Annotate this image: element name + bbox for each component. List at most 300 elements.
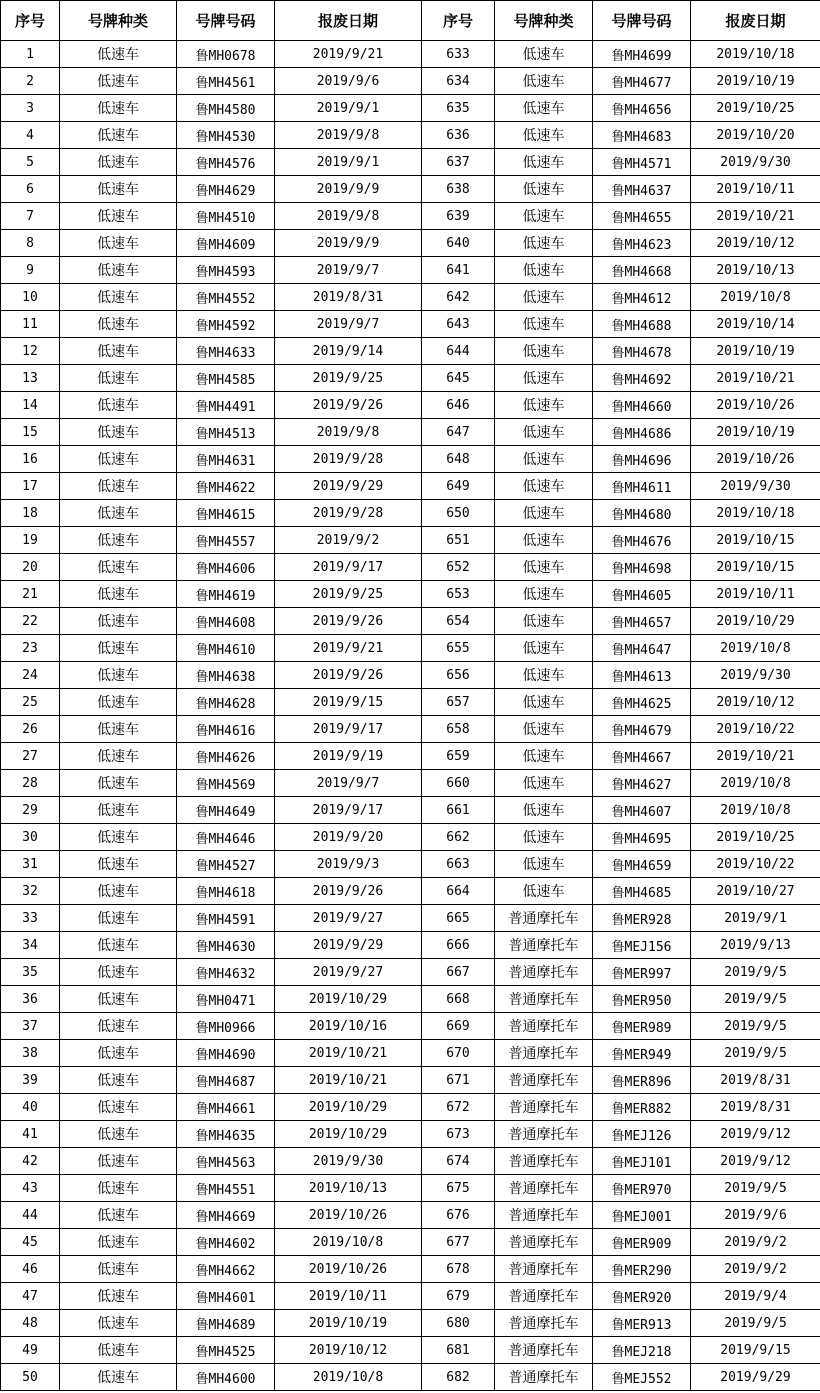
cell-plate-number-left: 鲁MH4622 bbox=[177, 473, 275, 500]
cell-plate-number-left: 鲁MH4530 bbox=[177, 122, 275, 149]
cell-scrap-date-right: 2019/10/12 bbox=[691, 689, 820, 716]
cell-plate-number-left: 鲁MH4551 bbox=[177, 1175, 275, 1202]
cell-scrap-date-left: 2019/9/14 bbox=[275, 338, 422, 365]
cell-plate-type-right: 普通摩托车 bbox=[495, 1202, 593, 1229]
cell-plate-number-right: 鲁MH4623 bbox=[593, 230, 691, 257]
cell-index-right: 675 bbox=[422, 1175, 495, 1202]
cell-index-right: 676 bbox=[422, 1202, 495, 1229]
cell-plate-number-left: 鲁MH4630 bbox=[177, 932, 275, 959]
cell-plate-type-right: 低速车 bbox=[495, 176, 593, 203]
cell-index-right: 643 bbox=[422, 311, 495, 338]
table-row bbox=[1, 608, 820, 635]
cell-index-left: 36 bbox=[1, 986, 60, 1013]
cell-scrap-date-left: 2019/9/25 bbox=[275, 365, 422, 392]
cell-scrap-date-right: 2019/9/30 bbox=[691, 662, 820, 689]
cell-index-right: 672 bbox=[422, 1094, 495, 1121]
cell-scrap-date-right: 2019/10/14 bbox=[691, 311, 820, 338]
cell-index-right: 682 bbox=[422, 1364, 495, 1391]
cell-plate-number-right: 鲁MER920 bbox=[593, 1283, 691, 1310]
cell-plate-type-right: 普通摩托车 bbox=[495, 1364, 593, 1391]
cell-scrap-date-right: 2019/10/8 bbox=[691, 635, 820, 662]
table-row bbox=[1, 1202, 820, 1229]
cell-plate-type-left: 低速车 bbox=[60, 1364, 177, 1391]
cell-plate-number-left: 鲁MH4557 bbox=[177, 527, 275, 554]
cell-plate-number-right: 鲁MER896 bbox=[593, 1067, 691, 1094]
cell-plate-number-right: 鲁MH4677 bbox=[593, 68, 691, 95]
cell-plate-number-right: 鲁MEJ126 bbox=[593, 1121, 691, 1148]
cell-plate-type-left: 低速车 bbox=[60, 986, 177, 1013]
cell-plate-type-left: 低速车 bbox=[60, 1121, 177, 1148]
cell-plate-type-right: 低速车 bbox=[495, 68, 593, 95]
cell-plate-type-right: 低速车 bbox=[495, 554, 593, 581]
cell-plate-number-right: 鲁MER882 bbox=[593, 1094, 691, 1121]
cell-plate-number-right: 鲁MH4611 bbox=[593, 473, 691, 500]
cell-plate-number-left: 鲁MH4608 bbox=[177, 608, 275, 635]
table-row bbox=[1, 932, 820, 959]
table-row bbox=[1, 500, 820, 527]
cell-plate-number-right: 鲁MEJ156 bbox=[593, 932, 691, 959]
table-row bbox=[1, 824, 820, 851]
cell-plate-number-left: 鲁MH4527 bbox=[177, 851, 275, 878]
cell-index-left: 3 bbox=[1, 95, 60, 122]
cell-scrap-date-left: 2019/10/13 bbox=[275, 1175, 422, 1202]
cell-plate-number-left: 鲁MH4629 bbox=[177, 176, 275, 203]
table-row bbox=[1, 41, 820, 68]
cell-scrap-date-right: 2019/10/25 bbox=[691, 95, 820, 122]
cell-plate-type-right: 普通摩托车 bbox=[495, 1067, 593, 1094]
table-row bbox=[1, 1337, 820, 1364]
cell-plate-type-right: 低速车 bbox=[495, 122, 593, 149]
cell-plate-number-left: 鲁MH4609 bbox=[177, 230, 275, 257]
cell-scrap-date-right: 2019/9/5 bbox=[691, 1175, 820, 1202]
cell-index-right: 671 bbox=[422, 1067, 495, 1094]
cell-plate-number-left: 鲁MH4638 bbox=[177, 662, 275, 689]
cell-plate-type-left: 低速车 bbox=[60, 500, 177, 527]
cell-plate-number-left: 鲁MH4569 bbox=[177, 770, 275, 797]
cell-plate-type-right: 普通摩托车 bbox=[495, 1121, 593, 1148]
table-row bbox=[1, 1040, 820, 1067]
cell-index-left: 14 bbox=[1, 392, 60, 419]
cell-plate-number-right: 鲁MER928 bbox=[593, 905, 691, 932]
table-row bbox=[1, 149, 820, 176]
cell-index-left: 45 bbox=[1, 1229, 60, 1256]
cell-plate-number-left: 鲁MH4491 bbox=[177, 392, 275, 419]
cell-plate-type-right: 低速车 bbox=[495, 608, 593, 635]
cell-scrap-date-left: 2019/9/27 bbox=[275, 905, 422, 932]
cell-scrap-date-left: 2019/9/26 bbox=[275, 878, 422, 905]
cell-index-right: 660 bbox=[422, 770, 495, 797]
cell-scrap-date-left: 2019/9/9 bbox=[275, 230, 422, 257]
cell-plate-number-right: 鲁MER909 bbox=[593, 1229, 691, 1256]
cell-index-right: 641 bbox=[422, 257, 495, 284]
cell-plate-type-left: 低速车 bbox=[60, 1310, 177, 1337]
cell-plate-type-left: 低速车 bbox=[60, 149, 177, 176]
cell-scrap-date-left: 2019/9/27 bbox=[275, 959, 422, 986]
table-row bbox=[1, 797, 820, 824]
header-cell-scrap-date-left: 报废日期 bbox=[275, 1, 422, 41]
table-row bbox=[1, 1229, 820, 1256]
cell-scrap-date-right: 2019/10/19 bbox=[691, 338, 820, 365]
cell-index-left: 12 bbox=[1, 338, 60, 365]
cell-index-right: 662 bbox=[422, 824, 495, 851]
cell-scrap-date-right: 2019/9/30 bbox=[691, 473, 820, 500]
cell-plate-number-right: 鲁MH4656 bbox=[593, 95, 691, 122]
cell-index-left: 10 bbox=[1, 284, 60, 311]
cell-plate-type-left: 低速车 bbox=[60, 365, 177, 392]
cell-scrap-date-left: 2019/9/6 bbox=[275, 68, 422, 95]
cell-index-left: 46 bbox=[1, 1256, 60, 1283]
cell-index-left: 48 bbox=[1, 1310, 60, 1337]
cell-index-right: 639 bbox=[422, 203, 495, 230]
cell-plate-number-right: 鲁MEJ001 bbox=[593, 1202, 691, 1229]
cell-index-right: 669 bbox=[422, 1013, 495, 1040]
cell-plate-type-left: 低速车 bbox=[60, 203, 177, 230]
cell-index-right: 636 bbox=[422, 122, 495, 149]
cell-scrap-date-left: 2019/9/15 bbox=[275, 689, 422, 716]
cell-index-left: 31 bbox=[1, 851, 60, 878]
cell-plate-type-right: 低速车 bbox=[495, 311, 593, 338]
cell-plate-type-right: 低速车 bbox=[495, 743, 593, 770]
cell-scrap-date-left: 2019/9/29 bbox=[275, 473, 422, 500]
cell-index-left: 39 bbox=[1, 1067, 60, 1094]
cell-index-right: 657 bbox=[422, 689, 495, 716]
cell-plate-type-left: 低速车 bbox=[60, 1148, 177, 1175]
cell-plate-type-right: 低速车 bbox=[495, 689, 593, 716]
cell-plate-type-left: 低速车 bbox=[60, 311, 177, 338]
table-row bbox=[1, 635, 820, 662]
cell-scrap-date-right: 2019/10/27 bbox=[691, 878, 820, 905]
cell-plate-number-right: 鲁MH4676 bbox=[593, 527, 691, 554]
cell-plate-number-left: 鲁MH4669 bbox=[177, 1202, 275, 1229]
cell-index-right: 681 bbox=[422, 1337, 495, 1364]
cell-plate-type-left: 低速车 bbox=[60, 1256, 177, 1283]
cell-scrap-date-left: 2019/9/1 bbox=[275, 149, 422, 176]
cell-index-left: 38 bbox=[1, 1040, 60, 1067]
cell-index-right: 635 bbox=[422, 95, 495, 122]
cell-index-right: 677 bbox=[422, 1229, 495, 1256]
cell-plate-number-left: 鲁MH4619 bbox=[177, 581, 275, 608]
cell-scrap-date-left: 2019/9/30 bbox=[275, 1148, 422, 1175]
cell-plate-type-left: 低速车 bbox=[60, 905, 177, 932]
cell-scrap-date-left: 2019/9/21 bbox=[275, 635, 422, 662]
cell-index-left: 27 bbox=[1, 743, 60, 770]
cell-index-left: 18 bbox=[1, 500, 60, 527]
cell-index-left: 1 bbox=[1, 41, 60, 68]
cell-plate-type-right: 普通摩托车 bbox=[495, 1337, 593, 1364]
cell-index-left: 25 bbox=[1, 689, 60, 716]
cell-plate-number-right: 鲁MH4683 bbox=[593, 122, 691, 149]
cell-scrap-date-left: 2019/9/17 bbox=[275, 797, 422, 824]
cell-scrap-date-right: 2019/10/8 bbox=[691, 770, 820, 797]
cell-index-right: 659 bbox=[422, 743, 495, 770]
cell-scrap-date-right: 2019/10/12 bbox=[691, 230, 820, 257]
cell-index-left: 49 bbox=[1, 1337, 60, 1364]
cell-plate-type-left: 低速车 bbox=[60, 392, 177, 419]
cell-plate-type-left: 低速车 bbox=[60, 743, 177, 770]
cell-index-right: 679 bbox=[422, 1283, 495, 1310]
cell-plate-number-right: 鲁MEJ101 bbox=[593, 1148, 691, 1175]
cell-index-left: 19 bbox=[1, 527, 60, 554]
cell-plate-number-left: 鲁MH4606 bbox=[177, 554, 275, 581]
cell-scrap-date-left: 2019/9/8 bbox=[275, 203, 422, 230]
cell-plate-number-left: 鲁MH4592 bbox=[177, 311, 275, 338]
cell-plate-number-left: 鲁MH4618 bbox=[177, 878, 275, 905]
cell-index-left: 41 bbox=[1, 1121, 60, 1148]
cell-scrap-date-left: 2019/9/7 bbox=[275, 770, 422, 797]
cell-index-right: 664 bbox=[422, 878, 495, 905]
cell-scrap-date-right: 2019/10/22 bbox=[691, 851, 820, 878]
cell-index-left: 7 bbox=[1, 203, 60, 230]
cell-index-left: 11 bbox=[1, 311, 60, 338]
cell-plate-type-left: 低速车 bbox=[60, 608, 177, 635]
header-row bbox=[1, 1, 820, 41]
cell-index-right: 644 bbox=[422, 338, 495, 365]
table-row bbox=[1, 1175, 820, 1202]
cell-plate-type-right: 低速车 bbox=[495, 716, 593, 743]
cell-plate-number-left: 鲁MH4661 bbox=[177, 1094, 275, 1121]
cell-scrap-date-right: 2019/9/13 bbox=[691, 932, 820, 959]
cell-plate-number-left: 鲁MH4513 bbox=[177, 419, 275, 446]
cell-index-right: 637 bbox=[422, 149, 495, 176]
table-row bbox=[1, 959, 820, 986]
cell-index-left: 42 bbox=[1, 1148, 60, 1175]
table-row bbox=[1, 68, 820, 95]
cell-scrap-date-right: 2019/10/8 bbox=[691, 284, 820, 311]
cell-index-left: 8 bbox=[1, 230, 60, 257]
table-row bbox=[1, 527, 820, 554]
cell-index-left: 50 bbox=[1, 1364, 60, 1391]
cell-plate-type-right: 低速车 bbox=[495, 257, 593, 284]
table-row bbox=[1, 1148, 820, 1175]
cell-plate-number-left: 鲁MH4610 bbox=[177, 635, 275, 662]
cell-scrap-date-right: 2019/9/2 bbox=[691, 1229, 820, 1256]
cell-plate-type-right: 低速车 bbox=[495, 230, 593, 257]
cell-scrap-date-left: 2019/10/21 bbox=[275, 1040, 422, 1067]
cell-plate-number-right: 鲁MER950 bbox=[593, 986, 691, 1013]
cell-plate-number-left: 鲁MH4552 bbox=[177, 284, 275, 311]
cell-plate-type-left: 低速车 bbox=[60, 554, 177, 581]
cell-index-right: 665 bbox=[422, 905, 495, 932]
cell-plate-type-right: 普通摩托车 bbox=[495, 1256, 593, 1283]
cell-index-left: 47 bbox=[1, 1283, 60, 1310]
cell-scrap-date-right: 2019/10/25 bbox=[691, 824, 820, 851]
cell-plate-type-left: 低速车 bbox=[60, 41, 177, 68]
cell-scrap-date-left: 2019/10/16 bbox=[275, 1013, 422, 1040]
cell-scrap-date-right: 2019/10/11 bbox=[691, 581, 820, 608]
cell-plate-number-left: 鲁MH4593 bbox=[177, 257, 275, 284]
cell-index-left: 9 bbox=[1, 257, 60, 284]
cell-scrap-date-left: 2019/9/2 bbox=[275, 527, 422, 554]
table-row bbox=[1, 230, 820, 257]
cell-scrap-date-right: 2019/10/18 bbox=[691, 41, 820, 68]
cell-scrap-date-left: 2019/9/8 bbox=[275, 122, 422, 149]
cell-index-left: 29 bbox=[1, 797, 60, 824]
cell-plate-number-right: 鲁MH4655 bbox=[593, 203, 691, 230]
cell-scrap-date-right: 2019/10/18 bbox=[691, 500, 820, 527]
cell-index-left: 34 bbox=[1, 932, 60, 959]
cell-scrap-date-left: 2019/10/19 bbox=[275, 1310, 422, 1337]
cell-plate-number-left: 鲁MH4580 bbox=[177, 95, 275, 122]
cell-plate-type-left: 低速车 bbox=[60, 473, 177, 500]
cell-index-right: 647 bbox=[422, 419, 495, 446]
cell-plate-type-left: 低速车 bbox=[60, 797, 177, 824]
cell-scrap-date-left: 2019/10/21 bbox=[275, 1067, 422, 1094]
cell-index-left: 13 bbox=[1, 365, 60, 392]
cell-plate-number-right: 鲁MH4698 bbox=[593, 554, 691, 581]
cell-plate-type-right: 普通摩托车 bbox=[495, 986, 593, 1013]
cell-plate-number-right: 鲁MER913 bbox=[593, 1310, 691, 1337]
cell-plate-number-left: 鲁MH4635 bbox=[177, 1121, 275, 1148]
cell-plate-type-right: 低速车 bbox=[495, 419, 593, 446]
cell-plate-number-right: 鲁MEJ552 bbox=[593, 1364, 691, 1391]
cell-plate-number-left: 鲁MH4649 bbox=[177, 797, 275, 824]
table-row bbox=[1, 581, 820, 608]
table-row bbox=[1, 419, 820, 446]
cell-index-left: 35 bbox=[1, 959, 60, 986]
table-row bbox=[1, 878, 820, 905]
cell-scrap-date-left: 2019/10/26 bbox=[275, 1256, 422, 1283]
cell-plate-type-right: 低速车 bbox=[495, 797, 593, 824]
cell-index-left: 20 bbox=[1, 554, 60, 581]
cell-plate-type-left: 低速车 bbox=[60, 851, 177, 878]
cell-scrap-date-left: 2019/9/19 bbox=[275, 743, 422, 770]
cell-plate-number-left: 鲁MH4585 bbox=[177, 365, 275, 392]
cell-plate-type-right: 普通摩托车 bbox=[495, 1310, 593, 1337]
cell-plate-type-left: 低速车 bbox=[60, 68, 177, 95]
cell-plate-type-left: 低速车 bbox=[60, 635, 177, 662]
cell-plate-number-left: 鲁MH4632 bbox=[177, 959, 275, 986]
cell-plate-type-right: 普通摩托车 bbox=[495, 1175, 593, 1202]
cell-index-left: 6 bbox=[1, 176, 60, 203]
cell-plate-type-right: 普通摩托车 bbox=[495, 959, 593, 986]
cell-plate-type-left: 低速车 bbox=[60, 284, 177, 311]
cell-plate-type-right: 低速车 bbox=[495, 149, 593, 176]
cell-plate-type-right: 普通摩托车 bbox=[495, 1013, 593, 1040]
cell-plate-number-left: 鲁MH0966 bbox=[177, 1013, 275, 1040]
cell-scrap-date-left: 2019/9/1 bbox=[275, 95, 422, 122]
cell-plate-number-left: 鲁MH4601 bbox=[177, 1283, 275, 1310]
cell-plate-type-right: 低速车 bbox=[495, 635, 593, 662]
cell-scrap-date-left: 2019/9/7 bbox=[275, 311, 422, 338]
cell-plate-number-left: 鲁MH4600 bbox=[177, 1364, 275, 1391]
cell-index-right: 654 bbox=[422, 608, 495, 635]
cell-scrap-date-left: 2019/9/28 bbox=[275, 446, 422, 473]
table-row bbox=[1, 284, 820, 311]
cell-plate-number-right: 鲁MH4647 bbox=[593, 635, 691, 662]
cell-plate-type-left: 低速车 bbox=[60, 1040, 177, 1067]
cell-plate-number-right: 鲁MH4613 bbox=[593, 662, 691, 689]
table-row bbox=[1, 203, 820, 230]
table-row bbox=[1, 689, 820, 716]
cell-scrap-date-left: 2019/10/8 bbox=[275, 1229, 422, 1256]
cell-scrap-date-left: 2019/9/26 bbox=[275, 608, 422, 635]
cell-plate-number-left: 鲁MH4525 bbox=[177, 1337, 275, 1364]
cell-index-left: 23 bbox=[1, 635, 60, 662]
cell-index-right: 652 bbox=[422, 554, 495, 581]
cell-plate-type-right: 低速车 bbox=[495, 770, 593, 797]
cell-scrap-date-left: 2019/9/17 bbox=[275, 554, 422, 581]
cell-scrap-date-left: 2019/10/29 bbox=[275, 986, 422, 1013]
cell-index-left: 16 bbox=[1, 446, 60, 473]
cell-index-right: 638 bbox=[422, 176, 495, 203]
cell-plate-type-left: 低速车 bbox=[60, 689, 177, 716]
cell-index-right: 633 bbox=[422, 41, 495, 68]
cell-index-right: 656 bbox=[422, 662, 495, 689]
cell-plate-type-left: 低速车 bbox=[60, 122, 177, 149]
cell-index-left: 4 bbox=[1, 122, 60, 149]
cell-plate-type-right: 普通摩托车 bbox=[495, 905, 593, 932]
cell-plate-number-left: 鲁MH4633 bbox=[177, 338, 275, 365]
cell-plate-type-right: 低速车 bbox=[495, 95, 593, 122]
cell-index-left: 15 bbox=[1, 419, 60, 446]
cell-plate-type-right: 低速车 bbox=[495, 203, 593, 230]
cell-plate-type-right: 低速车 bbox=[495, 500, 593, 527]
header-cell-index-left: 序号 bbox=[1, 1, 60, 41]
table-row bbox=[1, 95, 820, 122]
cell-scrap-date-right: 2019/9/5 bbox=[691, 1013, 820, 1040]
cell-scrap-date-left: 2019/9/29 bbox=[275, 932, 422, 959]
cell-plate-type-left: 低速车 bbox=[60, 1283, 177, 1310]
cell-scrap-date-right: 2019/9/30 bbox=[691, 149, 820, 176]
cell-plate-number-right: 鲁MH4659 bbox=[593, 851, 691, 878]
cell-plate-type-right: 低速车 bbox=[495, 446, 593, 473]
cell-index-right: 680 bbox=[422, 1310, 495, 1337]
cell-index-right: 678 bbox=[422, 1256, 495, 1283]
cell-plate-type-left: 低速车 bbox=[60, 446, 177, 473]
cell-plate-number-right: 鲁MER989 bbox=[593, 1013, 691, 1040]
table-row bbox=[1, 716, 820, 743]
cell-plate-number-left: 鲁MH4690 bbox=[177, 1040, 275, 1067]
cell-plate-number-left: 鲁MH4563 bbox=[177, 1148, 275, 1175]
cell-plate-type-left: 低速车 bbox=[60, 1094, 177, 1121]
cell-index-right: 646 bbox=[422, 392, 495, 419]
cell-index-right: 674 bbox=[422, 1148, 495, 1175]
table-row bbox=[1, 473, 820, 500]
cell-plate-type-right: 低速车 bbox=[495, 473, 593, 500]
cell-plate-type-right: 低速车 bbox=[495, 824, 593, 851]
cell-plate-number-right: 鲁MH4678 bbox=[593, 338, 691, 365]
cell-index-right: 670 bbox=[422, 1040, 495, 1067]
cell-plate-number-right: 鲁MH4605 bbox=[593, 581, 691, 608]
cell-plate-number-left: 鲁MH4631 bbox=[177, 446, 275, 473]
cell-plate-type-right: 普通摩托车 bbox=[495, 1040, 593, 1067]
cell-plate-number-left: 鲁MH4591 bbox=[177, 905, 275, 932]
cell-plate-type-left: 低速车 bbox=[60, 1013, 177, 1040]
cell-scrap-date-right: 2019/9/5 bbox=[691, 986, 820, 1013]
cell-plate-number-left: 鲁MH4615 bbox=[177, 500, 275, 527]
table-row bbox=[1, 392, 820, 419]
cell-scrap-date-right: 2019/10/26 bbox=[691, 392, 820, 419]
cell-plate-number-left: 鲁MH4646 bbox=[177, 824, 275, 851]
cell-scrap-date-left: 2019/9/25 bbox=[275, 581, 422, 608]
cell-plate-type-left: 低速车 bbox=[60, 959, 177, 986]
cell-scrap-date-left: 2019/9/3 bbox=[275, 851, 422, 878]
cell-plate-type-right: 普通摩托车 bbox=[495, 1148, 593, 1175]
cell-plate-number-left: 鲁MH4576 bbox=[177, 149, 275, 176]
cell-scrap-date-right: 2019/8/31 bbox=[691, 1094, 820, 1121]
cell-scrap-date-left: 2019/10/12 bbox=[275, 1337, 422, 1364]
cell-plate-type-left: 低速车 bbox=[60, 257, 177, 284]
cell-index-left: 44 bbox=[1, 1202, 60, 1229]
table-row bbox=[1, 1121, 820, 1148]
cell-scrap-date-right: 2019/10/21 bbox=[691, 743, 820, 770]
cell-plate-number-right: 鲁MH4657 bbox=[593, 608, 691, 635]
cell-index-left: 40 bbox=[1, 1094, 60, 1121]
cell-plate-type-right: 普通摩托车 bbox=[495, 1229, 593, 1256]
cell-scrap-date-right: 2019/9/12 bbox=[691, 1121, 820, 1148]
cell-scrap-date-right: 2019/10/15 bbox=[691, 554, 820, 581]
cell-plate-number-left: 鲁MH0678 bbox=[177, 41, 275, 68]
